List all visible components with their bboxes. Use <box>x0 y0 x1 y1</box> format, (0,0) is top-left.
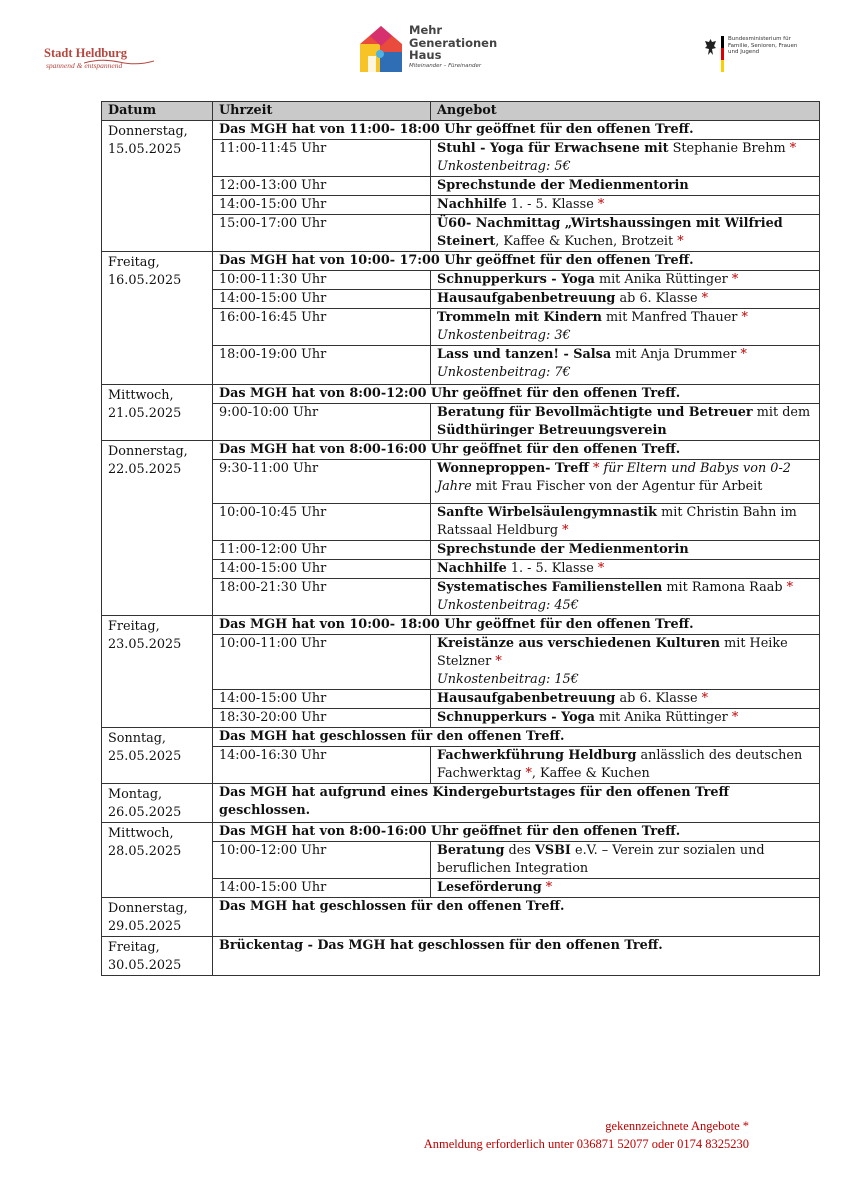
time-cell: 10:00-12:00 Uhr <box>213 842 431 879</box>
footnote-registration: Anmeldung erforderlich unter 036871 52077 oder 0174 8325230 <box>423 1137 749 1151</box>
day-info-row <box>102 616 820 635</box>
registration-star: * <box>789 141 797 156</box>
registration-star: * <box>597 561 605 576</box>
offer-text: 1. - 5. Klasse <box>506 197 598 212</box>
offer-text: , Kaffee & Kuchen, Brotzeit <box>495 234 678 249</box>
weekday: Mittwoch, <box>108 388 174 403</box>
offer-title: Stuhl - Yoga für Erwachsene mit <box>437 141 669 156</box>
offer-cell <box>431 635 820 690</box>
offer-title: Beratung für Bevollmächtigte und Betreuer <box>437 405 753 420</box>
offer-text-extra: , Kaffee & Kuchen <box>531 766 650 781</box>
time-cell: 14:00-16:30 Uhr <box>213 747 431 784</box>
date: 23.05.2025 <box>108 637 182 652</box>
registration-star: * <box>677 234 684 249</box>
offer-cell <box>431 504 820 541</box>
date-cell <box>102 616 213 728</box>
time-cell: 18:00-19:00 Uhr <box>213 346 431 385</box>
day-info-row <box>102 252 820 271</box>
time-cell: 16:00-16:45 Uhr <box>213 309 431 346</box>
cost-contribution: Unkostenbeitrag: 15€ <box>437 672 579 687</box>
offer-text: 1. - 5. Klasse <box>506 561 598 576</box>
opening-info: Das MGH hat von 10:00- 17:00 Uhr geöffnet für den offenen Treff. <box>213 252 820 271</box>
date: 26.05.2025 <box>108 805 182 820</box>
registration-star: * <box>593 461 600 476</box>
time-cell: 14:00-15:00 Uhr <box>213 879 431 898</box>
time-cell: 18:30-20:00 Uhr <box>213 709 431 728</box>
offer-text: mit Manfred Thauer <box>601 310 742 325</box>
day-info-row <box>102 898 820 937</box>
time-cell: 9:00-10:00 Uhr <box>213 404 431 441</box>
mgh-line2: Generationen <box>409 35 498 50</box>
offer-title: Beratung <box>437 843 505 858</box>
offer-title: Nachhilfe <box>437 197 507 212</box>
registration-star: * <box>731 710 739 725</box>
registration-star: * <box>525 766 532 781</box>
weekday: Montag, <box>108 787 163 802</box>
footnote <box>424 1117 749 1153</box>
offer-cell <box>431 196 820 215</box>
offer-audience: für Eltern und Babys von 0-2 Jahre <box>437 461 791 494</box>
offer-title: Sprechstunde der Medienmentorin <box>437 178 689 193</box>
opening-info: Das MGH hat von 8:00-12:00 Uhr geöffnet für den offenen Treff. <box>213 385 820 404</box>
offer-cell <box>431 747 820 784</box>
date: 28.05.2025 <box>108 844 182 859</box>
registration-star: * <box>786 580 794 595</box>
registration-star: * <box>740 347 747 362</box>
date: 15.05.2025 <box>108 142 182 157</box>
offer-cell <box>431 541 820 560</box>
weekday: Donnerstag, <box>108 124 188 139</box>
offer-text: mit Ramona Raab <box>662 580 787 595</box>
weekday: Donnerstag, <box>108 901 188 916</box>
offer-text: ab 6. Klasse <box>615 291 702 306</box>
opening-info: Das MGH hat von 8:00-16:00 Uhr geöffnet für den offenen Treff. <box>213 441 820 460</box>
offer-text: mit Anika Rüttinger <box>594 272 732 287</box>
offer-text: des <box>504 843 535 858</box>
offer-title: Wonneproppen- Treff <box>437 461 589 476</box>
weekday: Mittwoch, <box>108 826 174 841</box>
day-info-row <box>102 823 820 842</box>
weekday: Freitag, <box>108 619 160 634</box>
time-cell: 10:00-11:00 Uhr <box>213 635 431 690</box>
offer-cell <box>431 560 820 579</box>
offer-title: Kreistänze aus verschiedenen Kulturen <box>437 636 721 651</box>
time-cell: 18:00-21:30 Uhr <box>213 579 431 616</box>
time-cell: 14:00-15:00 Uhr <box>213 196 431 215</box>
offer-title: Leseförderung <box>437 880 542 895</box>
registration-star: * <box>741 310 748 325</box>
registration-star: * <box>545 880 553 895</box>
ministry-name: Bundesministerium für Familie, Senioren, Frauen und Jugend <box>728 36 798 56</box>
offer-title-extra: VSBI <box>534 843 571 858</box>
weekday: Donnerstag, <box>108 444 188 459</box>
offer-title: Ü60- Nachmittag „Wirtshaussingen mit Wilfried Steinert <box>437 216 783 249</box>
offer-title: Schnupperkurs - Yoga <box>437 272 595 287</box>
date-cell <box>102 385 213 441</box>
date-cell <box>102 441 213 616</box>
cost-contribution: Unkostenbeitrag: 5€ <box>437 159 571 174</box>
offer-cell <box>431 690 820 709</box>
offer-cell <box>431 460 820 504</box>
opening-info: Brückentag - Das MGH hat geschlossen für den offenen Treff. <box>213 937 820 976</box>
day-info-row <box>102 728 820 747</box>
offer-text-extra: mit Frau Fischer von der Agentur für Arbeit <box>471 479 763 494</box>
house-puzzle-icon <box>358 24 404 74</box>
offer-text: mit Heike Stelzner <box>437 636 788 669</box>
offer-text: Stephanie Brehm <box>668 141 790 156</box>
mgh-line3: Haus <box>409 48 442 62</box>
opening-info: Das MGH hat aufgrund eines Kindergeburtstages für den offenen Treff geschlossen. <box>213 784 820 823</box>
date: 29.05.2025 <box>108 919 182 934</box>
time-cell: 15:00-17:00 Uhr <box>213 215 431 252</box>
offer-cell <box>431 879 820 898</box>
day-info-row <box>102 441 820 460</box>
time-cell: 14:00-15:00 Uhr <box>213 560 431 579</box>
date: 25.05.2025 <box>108 749 182 764</box>
date-cell <box>102 784 213 823</box>
offer-title: Trommeln mit Kindern <box>437 310 602 325</box>
bmfsfj-logo <box>704 36 808 72</box>
offer-cell <box>431 140 820 177</box>
offer-text: mit Christin Bahn im Ratssaal Heldburg <box>437 505 797 538</box>
weekday: Sonntag, <box>108 731 166 746</box>
mgh-line1: Mehr <box>409 23 443 37</box>
opening-info: Das MGH hat geschlossen für den offenen Treff. <box>213 898 820 937</box>
offer-title: Sanfte Wirbelsäulengymnastik <box>437 505 658 520</box>
date-cell <box>102 937 213 976</box>
registration-star: * <box>597 197 605 212</box>
stadt-heldburg-tagline: spannend & entspannend <box>46 61 123 70</box>
cost-contribution: Unkostenbeitrag: 7€ <box>437 365 571 380</box>
offer-cell <box>431 271 820 290</box>
offer-text: mit Anika Rüttinger <box>594 710 732 725</box>
mgh-tagline: Miteinander – Füreinander <box>409 62 482 69</box>
time-cell: 12:00-13:00 Uhr <box>213 177 431 196</box>
table-header-row <box>102 102 820 121</box>
schedule-table <box>101 101 820 976</box>
offer-cell <box>431 404 820 441</box>
day-info-row <box>102 385 820 404</box>
footnote-marked-offers: gekennzeichnete Angebote * <box>605 1119 749 1133</box>
offer-text: ab 6. Klasse <box>615 691 702 706</box>
date-cell <box>102 898 213 937</box>
offer-title: Hausaufgabenbetreuung <box>437 291 616 306</box>
date: 16.05.2025 <box>108 273 182 288</box>
time-cell: 11:00-11:45 Uhr <box>213 140 431 177</box>
weekday: Freitag, <box>108 255 160 270</box>
offer-text: anlässlich des deutschen Fachwerktag <box>437 748 803 781</box>
date-cell <box>102 121 213 252</box>
mehrgenerationenhaus-logo <box>358 24 497 74</box>
eagle-icon <box>704 38 717 56</box>
offer-title: Schnupperkurs - Yoga <box>437 710 595 725</box>
opening-info: Das MGH hat geschlossen für den offenen Treff. <box>213 728 820 747</box>
time-cell: 11:00-12:00 Uhr <box>213 541 431 560</box>
offer-cell <box>431 177 820 196</box>
offer-cell <box>431 709 820 728</box>
offer-title: Nachhilfe <box>437 561 507 576</box>
offer-text: mit dem <box>752 405 811 420</box>
offer-cell <box>431 215 820 252</box>
stadt-heldburg-title: Stadt Heldburg <box>44 46 128 60</box>
offer-title: Lass und tanzen! - Salsa <box>437 347 612 362</box>
date: 30.05.2025 <box>108 958 182 973</box>
offer-cell <box>431 309 820 346</box>
day-info-row <box>102 937 820 976</box>
cost-contribution: Unkostenbeitrag: 45€ <box>437 598 579 613</box>
header-angebot: Angebot <box>431 102 820 121</box>
time-cell: 14:00-15:00 Uhr <box>213 690 431 709</box>
offer-title: Hausaufgabenbetreuung <box>437 691 616 706</box>
opening-info: Das MGH hat von 8:00-16:00 Uhr geöffnet für den offenen Treff. <box>213 823 820 842</box>
date-cell <box>102 823 213 898</box>
offer-title: Sprechstunde der Medienmentorin <box>437 542 689 557</box>
time-cell: 10:00-11:30 Uhr <box>213 271 431 290</box>
time-cell: 14:00-15:00 Uhr <box>213 290 431 309</box>
registration-star: * <box>731 272 739 287</box>
stadt-heldburg-logo <box>44 46 127 70</box>
offer-cell <box>431 842 820 879</box>
schedule-body <box>102 121 820 976</box>
page-header <box>0 0 849 95</box>
weekday: Freitag, <box>108 940 160 955</box>
registration-star: * <box>495 654 502 669</box>
time-cell: 10:00-10:45 Uhr <box>213 504 431 541</box>
day-info-row <box>102 784 820 823</box>
offer-title: Fachwerkführung Heldburg <box>437 748 637 763</box>
header-uhrzeit: Uhrzeit <box>213 102 431 121</box>
cost-contribution: Unkostenbeitrag: 3€ <box>437 328 571 343</box>
time-cell: 9:30-11:00 Uhr <box>213 460 431 504</box>
date-cell <box>102 728 213 784</box>
opening-info: Das MGH hat von 11:00- 18:00 Uhr geöffnet für den offenen Treff. <box>213 121 820 140</box>
registration-star: * <box>701 691 709 706</box>
registration-star: * <box>701 291 709 306</box>
offer-cell <box>431 290 820 309</box>
header-datum: Datum <box>102 102 213 121</box>
opening-info: Das MGH hat von 10:00- 18:00 Uhr geöffnet für den offenen Treff. <box>213 616 820 635</box>
offer-cell <box>431 579 820 616</box>
day-info-row <box>102 121 820 140</box>
offer-title: Systematisches Familienstellen <box>437 580 663 595</box>
date-cell <box>102 252 213 385</box>
date: 22.05.2025 <box>108 462 182 477</box>
german-flag-icon <box>721 36 724 72</box>
wave-icon <box>84 58 154 66</box>
registration-star: * <box>562 523 569 538</box>
offer-text-extra: e.V. – Verein zur sozialen und beruflichen Integration <box>437 843 765 876</box>
offer-text: mit Anja Drummer <box>611 347 741 362</box>
date: 21.05.2025 <box>108 406 182 421</box>
offer-cell <box>431 346 820 385</box>
offer-title-extra: Südthüringer Betreuungsverein <box>437 423 667 438</box>
